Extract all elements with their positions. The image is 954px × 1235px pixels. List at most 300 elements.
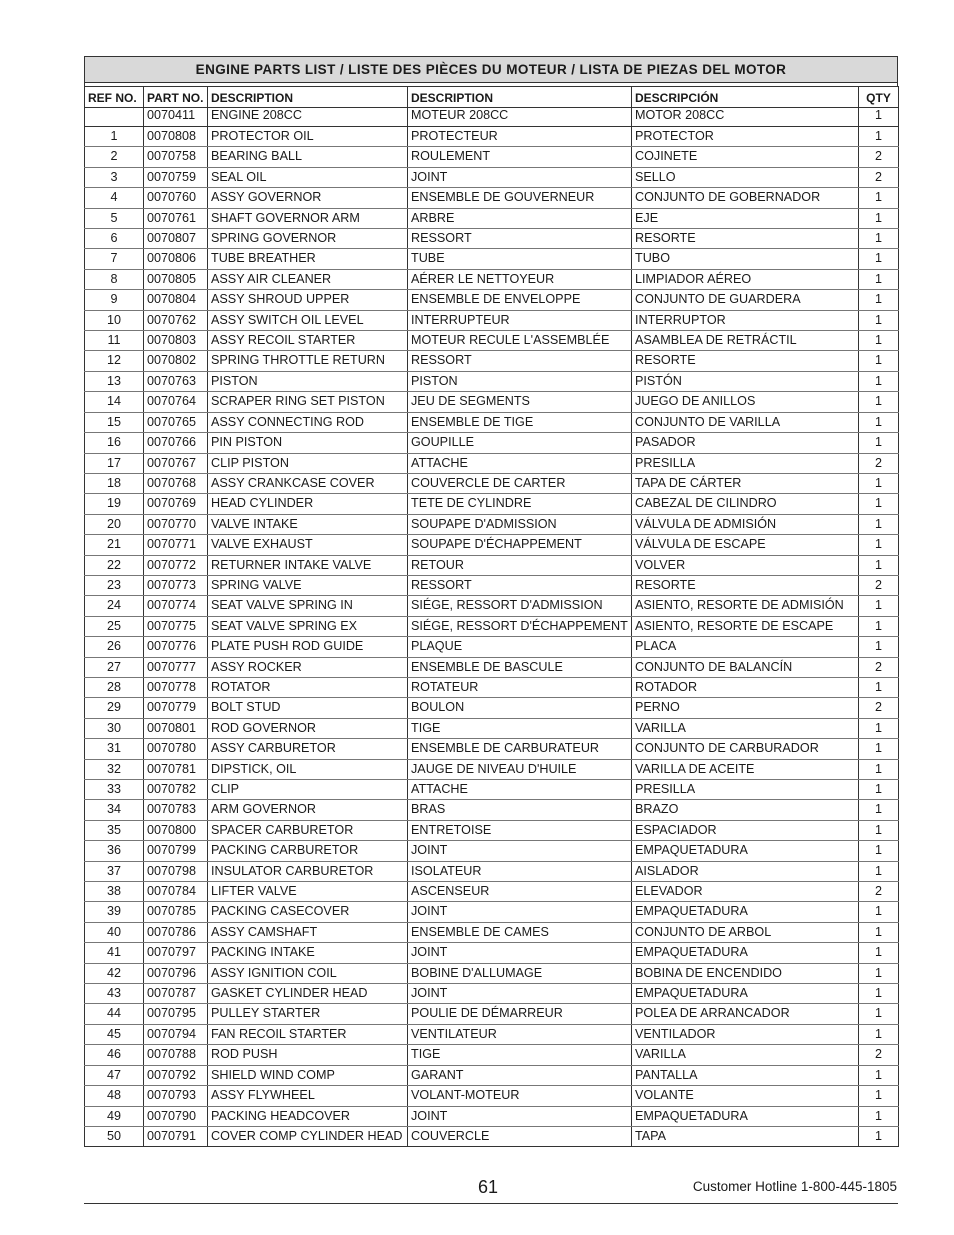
cell-description-fr: COUVERCLE DE CARTER — [408, 473, 632, 493]
cell-description-es: TAPA — [632, 1126, 859, 1146]
cell-description-en: RETURNER INTAKE VALVE — [208, 555, 408, 575]
cell-qty: 1 — [859, 902, 899, 922]
cell-qty: 2 — [859, 882, 899, 902]
cell-description-en: VALVE EXHAUST — [208, 535, 408, 555]
cell-description-en: SEAT VALVE SPRING IN — [208, 596, 408, 616]
cell-description-en: ENGINE 208CC — [208, 108, 408, 127]
cell-description-en: PROTECTOR OIL — [208, 127, 408, 147]
cell-ref-no: 39 — [85, 902, 144, 922]
table-row — [85, 555, 899, 575]
cell-description-en: ASSY CRANKCASE COVER — [208, 473, 408, 493]
cell-description-es: COJINETE — [632, 147, 859, 167]
table-row — [85, 453, 899, 473]
cell-part-no: 0070758 — [144, 147, 208, 167]
table-row — [85, 922, 899, 942]
cell-description-fr: RETOUR — [408, 555, 632, 575]
cell-qty: 1 — [859, 596, 899, 616]
cell-qty: 2 — [859, 167, 899, 187]
cell-qty: 1 — [859, 127, 899, 147]
cell-qty: 2 — [859, 1045, 899, 1065]
cell-part-no: 0070770 — [144, 514, 208, 534]
parts-table-body — [85, 108, 899, 1147]
cell-description-en: PISTON — [208, 371, 408, 391]
cell-description-es: VENTILADOR — [632, 1024, 859, 1044]
cell-qty: 1 — [859, 514, 899, 534]
table-row — [85, 208, 899, 228]
cell-description-en: SPRING VALVE — [208, 575, 408, 595]
cell-description-es: CONJUNTO DE GUARDERA — [632, 290, 859, 310]
table-row — [85, 902, 899, 922]
cell-description-es: RESORTE — [632, 229, 859, 249]
table-row — [85, 963, 899, 983]
cell-part-no: 0070777 — [144, 657, 208, 677]
cell-description-fr: JOINT — [408, 943, 632, 963]
cell-part-no: 0070761 — [144, 208, 208, 228]
cell-description-fr: MOTEUR 208CC — [408, 108, 632, 127]
header-qty: QTY — [859, 87, 899, 108]
cell-description-es: VÁLVULA DE ESCAPE — [632, 535, 859, 555]
cell-ref-no: 8 — [85, 269, 144, 289]
cell-description-en: CLIP PISTON — [208, 453, 408, 473]
cell-description-es: CABEZAL DE CILINDRO — [632, 494, 859, 514]
cell-description-es: CONJUNTO DE BALANCÍN — [632, 657, 859, 677]
header-description-es: DESCRIPCIÓN — [632, 87, 859, 108]
cell-description-es: POLEA DE ARRANCADOR — [632, 1004, 859, 1024]
cell-description-fr: JOINT — [408, 841, 632, 861]
cell-description-fr: JOINT — [408, 1106, 632, 1126]
cell-description-fr: SIÉGE, RESSORT D'ÉCHAPPEMENT — [408, 616, 632, 636]
cell-part-no: 0070766 — [144, 433, 208, 453]
table-row — [85, 780, 899, 800]
cell-qty: 1 — [859, 351, 899, 371]
cell-ref-no: 49 — [85, 1106, 144, 1126]
cell-description-es: VARILLA — [632, 718, 859, 738]
cell-description-es: VARILLA DE ACEITE — [632, 759, 859, 779]
cell-description-en: ARM GOVERNOR — [208, 800, 408, 820]
cell-description-fr: PLAQUE — [408, 637, 632, 657]
cell-description-es: ASIENTO, RESORTE DE ESCAPE — [632, 616, 859, 636]
cell-qty: 1 — [859, 677, 899, 697]
cell-description-fr: POULIE DE DÉMARREUR — [408, 1004, 632, 1024]
table-row — [85, 718, 899, 738]
table-row — [85, 1045, 899, 1065]
cell-description-en: COVER COMP CYLINDER HEAD — [208, 1126, 408, 1146]
cell-ref-no: 35 — [85, 820, 144, 840]
cell-part-no: 0070805 — [144, 269, 208, 289]
cell-ref-no: 22 — [85, 555, 144, 575]
table-row — [85, 616, 899, 636]
cell-description-es: PROTECTOR — [632, 127, 859, 147]
header-description-fr: DESCRIPTION — [408, 87, 632, 108]
cell-description-en: CLIP — [208, 780, 408, 800]
cell-description-es: VOLANTE — [632, 1086, 859, 1106]
cell-part-no: 0070759 — [144, 167, 208, 187]
cell-part-no: 0070773 — [144, 575, 208, 595]
cell-description-fr: ASCENSEUR — [408, 882, 632, 902]
cell-ref-no: 12 — [85, 351, 144, 371]
cell-description-fr: JOINT — [408, 167, 632, 187]
cell-qty: 1 — [859, 1004, 899, 1024]
cell-qty: 1 — [859, 290, 899, 310]
cell-description-en: ASSY CAMSHAFT — [208, 922, 408, 942]
table-row — [85, 494, 899, 514]
cell-description-fr: JOINT — [408, 984, 632, 1004]
cell-part-no: 0070784 — [144, 882, 208, 902]
table-row — [85, 1126, 899, 1146]
cell-description-es: CONJUNTO DE VARILLA — [632, 412, 859, 432]
cell-description-fr: JAUGE DE NIVEAU D'HUILE — [408, 759, 632, 779]
cell-part-no: 0070765 — [144, 412, 208, 432]
engine-parts-table-container — [84, 56, 898, 1147]
cell-description-fr: PISTON — [408, 371, 632, 391]
cell-description-es: CONJUNTO DE CARBURADOR — [632, 739, 859, 759]
cell-description-es: CONJUNTO DE GOBERNADOR — [632, 188, 859, 208]
cell-description-es: RESORTE — [632, 575, 859, 595]
cell-qty: 1 — [859, 555, 899, 575]
cell-description-fr: ENSEMBLE DE CARBURATEUR — [408, 739, 632, 759]
table-row — [85, 820, 899, 840]
table-row — [85, 310, 899, 330]
cell-qty: 1 — [859, 820, 899, 840]
cell-description-en: ASSY RECOIL STARTER — [208, 331, 408, 351]
table-row — [85, 596, 899, 616]
cell-description-fr: BOBINE D'ALLUMAGE — [408, 963, 632, 983]
cell-description-es: EMPAQUETADURA — [632, 902, 859, 922]
cell-part-no: 0070804 — [144, 290, 208, 310]
cell-description-en: SCRAPER RING SET PISTON — [208, 392, 408, 412]
cell-qty: 1 — [859, 310, 899, 330]
cell-qty: 1 — [859, 108, 899, 127]
cell-description-es: VOLVER — [632, 555, 859, 575]
cell-qty: 1 — [859, 780, 899, 800]
cell-part-no: 0070779 — [144, 698, 208, 718]
cell-description-es: AISLADOR — [632, 861, 859, 881]
cell-description-fr: BRAS — [408, 800, 632, 820]
cell-ref-no: 20 — [85, 514, 144, 534]
cell-ref-no: 31 — [85, 739, 144, 759]
cell-description-en: SEAL OIL — [208, 167, 408, 187]
cell-ref-no: 38 — [85, 882, 144, 902]
cell-ref-no: 37 — [85, 861, 144, 881]
cell-description-fr: TIGE — [408, 718, 632, 738]
cell-ref-no: 30 — [85, 718, 144, 738]
cell-qty: 2 — [859, 453, 899, 473]
cell-part-no: 0070803 — [144, 331, 208, 351]
cell-part-no: 0070796 — [144, 963, 208, 983]
cell-part-no: 0070776 — [144, 637, 208, 657]
cell-qty: 2 — [859, 575, 899, 595]
cell-description-es: RESORTE — [632, 351, 859, 371]
cell-description-fr: ENSEMBLE DE CAMES — [408, 922, 632, 942]
engine-parts-table — [84, 86, 899, 1147]
cell-description-fr: PROTECTEUR — [408, 127, 632, 147]
cell-qty: 1 — [859, 943, 899, 963]
page-number: 61 — [478, 1177, 499, 1197]
table-row — [85, 412, 899, 432]
cell-description-es: EJE — [632, 208, 859, 228]
table-row — [85, 1106, 899, 1126]
table-row — [85, 575, 899, 595]
cell-description-es: PLACA — [632, 637, 859, 657]
cell-description-en: PLATE PUSH ROD GUIDE — [208, 637, 408, 657]
cell-ref-no: 15 — [85, 412, 144, 432]
cell-description-fr: ENSEMBLE DE GOUVERNEUR — [408, 188, 632, 208]
cell-ref-no: 47 — [85, 1065, 144, 1085]
cell-ref-no: 29 — [85, 698, 144, 718]
cell-description-en: PACKING CARBURETOR — [208, 841, 408, 861]
cell-description-fr: GARANT — [408, 1065, 632, 1085]
cell-description-fr: JEU DE SEGMENTS — [408, 392, 632, 412]
cell-part-no: 0070767 — [144, 453, 208, 473]
cell-description-es: PERNO — [632, 698, 859, 718]
table-row — [85, 1065, 899, 1085]
cell-part-no: 0070780 — [144, 739, 208, 759]
cell-description-fr: RESSORT — [408, 229, 632, 249]
cell-qty: 1 — [859, 984, 899, 1004]
table-row — [85, 677, 899, 697]
cell-qty: 1 — [859, 249, 899, 269]
cell-description-es: PISTÓN — [632, 371, 859, 391]
cell-description-fr: AÉRER LE NETTOYEUR — [408, 269, 632, 289]
cell-description-en: ROTATOR — [208, 677, 408, 697]
cell-description-fr: SOUPAPE D'ÉCHAPPEMENT — [408, 535, 632, 555]
cell-part-no: 0070799 — [144, 841, 208, 861]
cell-qty: 1 — [859, 188, 899, 208]
cell-description-en: SHAFT GOVERNOR ARM — [208, 208, 408, 228]
cell-qty: 2 — [859, 698, 899, 718]
cell-description-es: CONJUNTO DE ARBOL — [632, 922, 859, 942]
cell-ref-no: 50 — [85, 1126, 144, 1146]
cell-description-fr: SOUPAPE D'ADMISSION — [408, 514, 632, 534]
cell-ref-no: 46 — [85, 1045, 144, 1065]
cell-qty: 1 — [859, 800, 899, 820]
cell-qty: 1 — [859, 412, 899, 432]
cell-part-no: 0070769 — [144, 494, 208, 514]
cell-description-fr: SIÉGE, RESSORT D'ADMISSION — [408, 596, 632, 616]
cell-qty: 1 — [859, 861, 899, 881]
cell-description-en: ASSY IGNITION COIL — [208, 963, 408, 983]
cell-ref-no: 19 — [85, 494, 144, 514]
cell-ref-no — [85, 108, 144, 127]
cell-description-fr: ENSEMBLE DE ENVELOPPE — [408, 290, 632, 310]
table-row — [85, 473, 899, 493]
cell-part-no: 0070802 — [144, 351, 208, 371]
cell-description-en: GASKET CYLINDER HEAD — [208, 984, 408, 1004]
cell-description-en: ASSY SWITCH OIL LEVEL — [208, 310, 408, 330]
cell-qty: 1 — [859, 739, 899, 759]
cell-description-en: PACKING INTAKE — [208, 943, 408, 963]
cell-qty: 1 — [859, 616, 899, 636]
cell-qty: 1 — [859, 371, 899, 391]
cell-description-fr: GOUPILLE — [408, 433, 632, 453]
cell-ref-no: 45 — [85, 1024, 144, 1044]
cell-ref-no: 27 — [85, 657, 144, 677]
cell-part-no: 0070782 — [144, 780, 208, 800]
cell-description-es: EMPAQUETADURA — [632, 1106, 859, 1126]
header-part-no: PART NO. — [144, 87, 208, 108]
table-row — [85, 147, 899, 167]
cell-qty: 1 — [859, 759, 899, 779]
cell-part-no: 0070774 — [144, 596, 208, 616]
cell-qty: 1 — [859, 1065, 899, 1085]
cell-description-es: PRESILLA — [632, 780, 859, 800]
cell-ref-no: 9 — [85, 290, 144, 310]
cell-part-no: 0070778 — [144, 677, 208, 697]
table-row — [85, 351, 899, 371]
cell-qty: 1 — [859, 1106, 899, 1126]
table-row — [85, 841, 899, 861]
cell-description-es: TAPA DE CÁRTER — [632, 473, 859, 493]
cell-part-no: 0070808 — [144, 127, 208, 147]
cell-description-es: EMPAQUETADURA — [632, 841, 859, 861]
table-row — [85, 188, 899, 208]
cell-description-es: ASIENTO, RESORTE DE ADMISIÓN — [632, 596, 859, 616]
table-row — [85, 371, 899, 391]
cell-ref-no: 44 — [85, 1004, 144, 1024]
cell-ref-no: 36 — [85, 841, 144, 861]
cell-description-es: PASADOR — [632, 433, 859, 453]
cell-description-en: HEAD CYLINDER — [208, 494, 408, 514]
cell-qty: 1 — [859, 331, 899, 351]
cell-description-es: BRAZO — [632, 800, 859, 820]
header-row — [85, 87, 899, 108]
cell-description-es: PANTALLA — [632, 1065, 859, 1085]
cell-qty: 1 — [859, 229, 899, 249]
cell-qty: 1 — [859, 433, 899, 453]
table-row — [85, 984, 899, 1004]
cell-part-no: 0070806 — [144, 249, 208, 269]
cell-description-es: ELEVADOR — [632, 882, 859, 902]
cell-qty: 1 — [859, 535, 899, 555]
table-row — [85, 1024, 899, 1044]
cell-description-es: ROTADOR — [632, 677, 859, 697]
cell-description-es: JUEGO DE ANILLOS — [632, 392, 859, 412]
cell-description-fr: ENTRETOISE — [408, 820, 632, 840]
cell-ref-no: 23 — [85, 575, 144, 595]
cell-description-fr: TIGE — [408, 1045, 632, 1065]
cell-description-fr: ROULEMENT — [408, 147, 632, 167]
cell-part-no: 0070787 — [144, 984, 208, 1004]
cell-ref-no: 48 — [85, 1086, 144, 1106]
cell-part-no: 0070762 — [144, 310, 208, 330]
cell-ref-no: 10 — [85, 310, 144, 330]
cell-qty: 1 — [859, 963, 899, 983]
cell-description-en: BOLT STUD — [208, 698, 408, 718]
cell-ref-no: 16 — [85, 433, 144, 453]
cell-part-no: 0070807 — [144, 229, 208, 249]
cell-description-fr: VOLANT-MOTEUR — [408, 1086, 632, 1106]
table-row — [85, 433, 899, 453]
cell-description-fr: BOULON — [408, 698, 632, 718]
cell-description-en: ROD PUSH — [208, 1045, 408, 1065]
cell-description-en: SPRING THROTTLE RETURN — [208, 351, 408, 371]
cell-description-en: SPRING GOVERNOR — [208, 229, 408, 249]
cell-part-no: 0070794 — [144, 1024, 208, 1044]
cell-ref-no: 26 — [85, 637, 144, 657]
cell-ref-no: 2 — [85, 147, 144, 167]
table-row — [85, 882, 899, 902]
cell-description-es: SELLO — [632, 167, 859, 187]
cell-description-en: FAN RECOIL STARTER — [208, 1024, 408, 1044]
table-row — [85, 800, 899, 820]
cell-description-fr: ATTACHE — [408, 453, 632, 473]
cell-description-es: VÁLVULA DE ADMISIÓN — [632, 514, 859, 534]
cell-part-no: 0070788 — [144, 1045, 208, 1065]
cell-description-fr: ENSEMBLE DE BASCULE — [408, 657, 632, 677]
cell-part-no: 0070791 — [144, 1126, 208, 1146]
cell-qty: 1 — [859, 637, 899, 657]
cell-description-es: LIMPIADOR AÉREO — [632, 269, 859, 289]
cell-ref-no: 11 — [85, 331, 144, 351]
table-row — [85, 249, 899, 269]
cell-ref-no: 4 — [85, 188, 144, 208]
cell-ref-no: 25 — [85, 616, 144, 636]
cell-qty: 1 — [859, 1126, 899, 1146]
cell-description-en: PACKING HEADCOVER — [208, 1106, 408, 1126]
table-row — [85, 637, 899, 657]
cell-description-en: ASSY SHROUD UPPER — [208, 290, 408, 310]
cell-part-no: 0070797 — [144, 943, 208, 963]
header-ref-no: REF NO. — [85, 87, 144, 108]
cell-part-no: 0070772 — [144, 555, 208, 575]
cell-qty: 2 — [859, 657, 899, 677]
table-row — [85, 657, 899, 677]
cell-description-en: ASSY CONNECTING ROD — [208, 412, 408, 432]
cell-ref-no: 6 — [85, 229, 144, 249]
cell-description-en: SHIELD WIND COMP — [208, 1065, 408, 1085]
cell-description-fr: RESSORT — [408, 575, 632, 595]
cell-description-fr: VENTILATEUR — [408, 1024, 632, 1044]
cell-qty: 1 — [859, 922, 899, 942]
cell-part-no: 0070801 — [144, 718, 208, 738]
table-row — [85, 739, 899, 759]
cell-description-fr: ROTATEUR — [408, 677, 632, 697]
cell-part-no: 0070775 — [144, 616, 208, 636]
cell-description-en: LIFTER VALVE — [208, 882, 408, 902]
table-row — [85, 108, 899, 127]
cell-qty: 1 — [859, 841, 899, 861]
cell-qty: 1 — [859, 208, 899, 228]
cell-description-en: PACKING CASECOVER — [208, 902, 408, 922]
cell-description-es: TUBO — [632, 249, 859, 269]
cell-description-en: BEARING BALL — [208, 147, 408, 167]
cell-description-es: EMPAQUETADURA — [632, 943, 859, 963]
cell-description-en: ASSY GOVERNOR — [208, 188, 408, 208]
cell-part-no: 0070771 — [144, 535, 208, 555]
cell-description-en: TUBE BREATHER — [208, 249, 408, 269]
cell-part-no: 0070785 — [144, 902, 208, 922]
cell-description-en: DIPSTICK, OIL — [208, 759, 408, 779]
cell-description-es: MOTOR 208CC — [632, 108, 859, 127]
table-row — [85, 514, 899, 534]
table-row — [85, 698, 899, 718]
cell-description-en: VALVE INTAKE — [208, 514, 408, 534]
cell-description-fr: ISOLATEUR — [408, 861, 632, 881]
table-title: ENGINE PARTS LIST / LISTE DES PIÈCES DU MOTEUR / LISTA DE PIEZAS DEL MOTOR — [84, 56, 898, 83]
table-row — [85, 1086, 899, 1106]
cell-ref-no: 43 — [85, 984, 144, 1004]
table-row — [85, 943, 899, 963]
cell-ref-no: 14 — [85, 392, 144, 412]
cell-description-es: INTERRUPTOR — [632, 310, 859, 330]
cell-part-no: 0070795 — [144, 1004, 208, 1024]
cell-description-fr: COUVERCLE — [408, 1126, 632, 1146]
cell-description-en: ASSY FLYWHEEL — [208, 1086, 408, 1106]
cell-part-no: 0070793 — [144, 1086, 208, 1106]
table-row — [85, 167, 899, 187]
cell-part-no: 0070790 — [144, 1106, 208, 1126]
cell-part-no: 0070800 — [144, 820, 208, 840]
